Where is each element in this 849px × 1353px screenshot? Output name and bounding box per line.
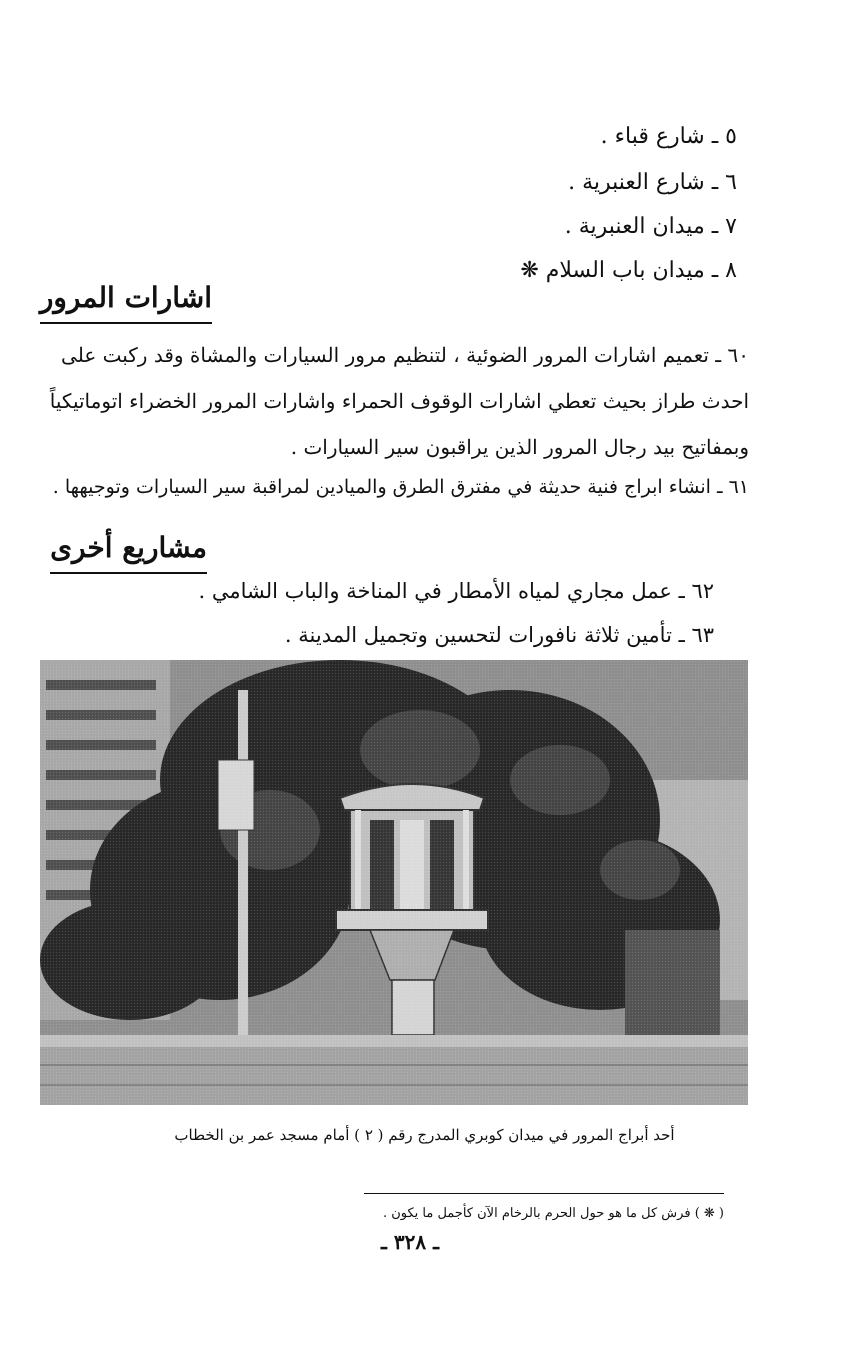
footnote-divider <box>364 1193 724 1194</box>
paragraph-60-line-2: احدث طراز بحيث تعطي اشارات الوقوف الحمراء واشارات المرور الخضراء اتوماتيكياً <box>49 389 749 413</box>
paragraph-60-line-3: وبمفاتيح بيد رجال المرور الذين يراقبون سير السيارات . <box>290 435 749 459</box>
list-item-5: ٥ ـ شارع قباء . <box>600 124 737 149</box>
paragraph-62: ٦٢ ـ عمل مجاري لمياه الأمطار في المناخة والباب الشامي . <box>198 579 714 603</box>
section-heading-traffic-signals: اشارات المرور <box>40 280 212 324</box>
list-item-8: ٨ ـ ميدان باب السلام ❋ <box>520 258 737 283</box>
list-item-7: ٧ ـ ميدان العنبرية . <box>564 214 737 239</box>
traffic-tower-photo-illustration <box>40 660 748 1105</box>
paragraph-60-line-1: ٦٠ ـ تعميم اشارات المرور الضوئية ، لتنظيم مرور السيارات والمشاة وقد ركبت على <box>61 343 749 367</box>
traffic-tower-photo <box>40 660 748 1105</box>
paragraph-61: ٦١ ـ انشاء ابراج فنية حديثة في مفترق الطرق والميادين لمراقبة سير السيارات وتوجيهها . <box>52 476 749 498</box>
list-item-6: ٦ ـ شارع العنبرية . <box>568 170 737 195</box>
paragraph-63: ٦٣ ـ تأمين ثلاثة نافورات لتحسين وتجميل المدينة . <box>284 623 714 647</box>
footnote: ( ❋ ) فرش كل ما هو حول الحرم بالرخام الآن كأجمل ما يكون . <box>382 1206 724 1221</box>
section-heading-other-projects: مشاريع أخرى <box>50 530 207 574</box>
page-number: ـ ٣٢٨ ـ <box>381 1230 439 1254</box>
photo-caption: أحد أبراج المرور في ميدان كوبري المدرج رقم ( ٢ ) أمام مسجد عمر بن الخطاب <box>174 1126 675 1144</box>
